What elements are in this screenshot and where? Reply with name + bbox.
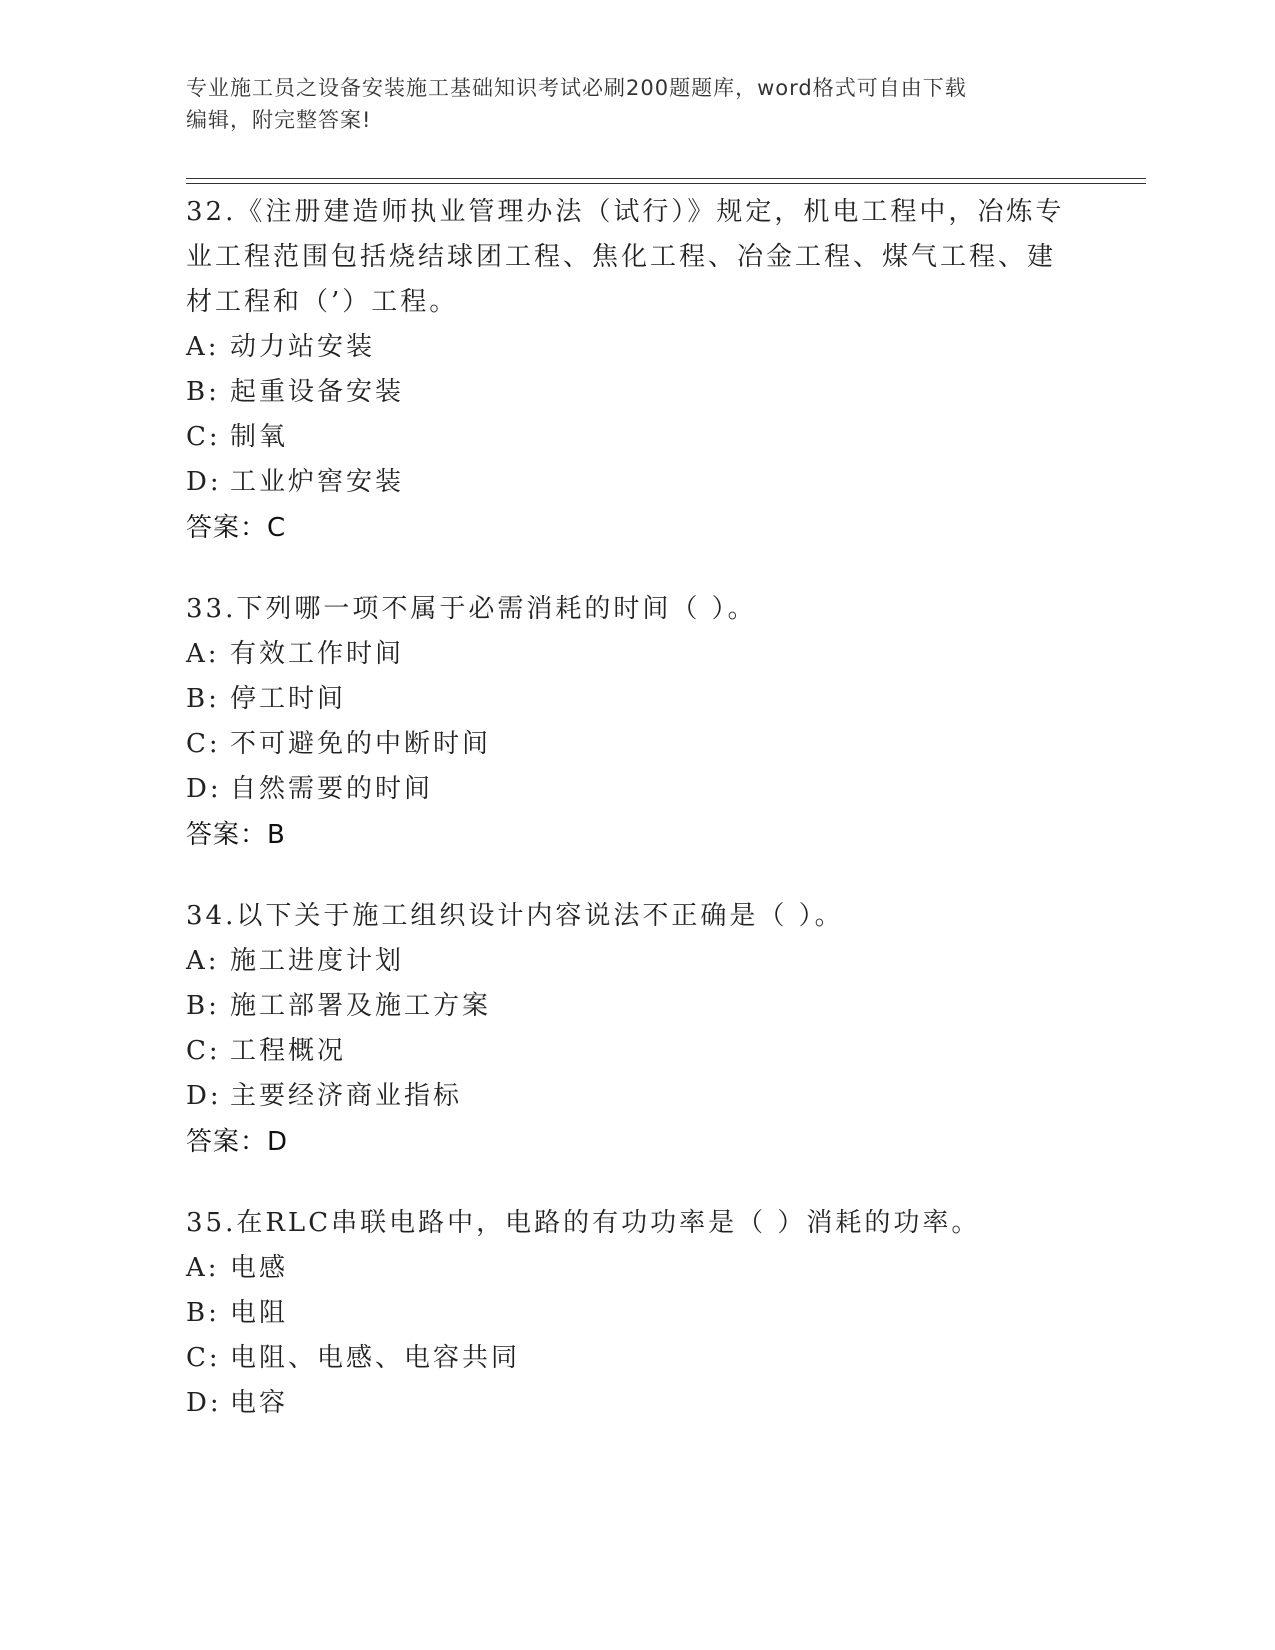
option-text: 动力站安装	[230, 332, 376, 362]
option-a	[186, 325, 1106, 370]
option-text: 电感	[230, 1253, 289, 1283]
option-text: 工程概况	[230, 1036, 347, 1066]
question-stem-line: 35.在RLC串联电路中，电路的有功功率是（ ）消耗的功率。	[186, 1208, 981, 1238]
header-divider-bottom	[186, 183, 1146, 184]
document-header	[186, 72, 1086, 136]
header-divider-top	[186, 178, 1146, 179]
option-d	[186, 460, 1106, 505]
option-text: 停工时间	[230, 684, 347, 714]
option-text: 施工进度计划	[230, 946, 405, 976]
option-a	[186, 632, 1106, 677]
option-b	[186, 677, 1106, 722]
option-c	[186, 1029, 1106, 1074]
option-c	[186, 722, 1106, 767]
option-b	[186, 1291, 1106, 1336]
question-34	[186, 894, 1106, 1165]
option-text: 制氧	[230, 422, 289, 452]
question-33	[186, 587, 1106, 858]
answer-line: 答案：C	[186, 513, 287, 543]
option-a	[186, 1246, 1106, 1291]
question-35	[186, 1201, 1106, 1426]
option-letter: B:	[186, 684, 220, 714]
option-text: 施工部署及施工方案	[230, 991, 492, 1021]
question-stem-line: 32.《注册建造师执业管理办法（试行）》规定，机电工程中，冶炼专	[186, 197, 1065, 227]
option-letter: A:	[186, 946, 220, 976]
option-text: 电容	[230, 1388, 289, 1418]
option-letter: D:	[186, 467, 222, 497]
option-letter: A:	[186, 639, 220, 669]
option-letter: A:	[186, 332, 220, 362]
option-text: 主要经济商业指标	[230, 1081, 463, 1111]
question-stem-line: 材工程和（’）工程。	[186, 287, 459, 317]
option-b	[186, 370, 1106, 415]
option-letter: C:	[186, 422, 221, 452]
option-letter: D:	[186, 774, 222, 804]
option-letter: B:	[186, 1298, 220, 1328]
answer-line: 答案：B	[186, 820, 286, 850]
option-text: 有效工作时间	[230, 639, 405, 669]
question-stem-line: 业工程范围包括烧结球团工程、焦化工程、冶金工程、煤气工程、建	[186, 242, 1057, 272]
option-b	[186, 984, 1106, 1029]
option-c	[186, 1336, 1106, 1381]
option-letter: B:	[186, 377, 220, 407]
option-d	[186, 1381, 1106, 1426]
option-letter: D:	[186, 1388, 222, 1418]
question-32	[186, 190, 1106, 551]
option-text: 工业炉窖安装	[230, 467, 405, 497]
option-letter: C:	[186, 729, 221, 759]
question-list	[186, 190, 1106, 1462]
option-text: 自然需要的时间	[230, 774, 434, 804]
header-line-2: 编辑，附完整答案!	[186, 108, 372, 132]
option-letter: A:	[186, 1253, 220, 1283]
question-stem-line: 34.以下关于施工组织设计内容说法不正确是（ ）。	[186, 901, 844, 931]
option-d	[186, 1074, 1106, 1119]
answer-line: 答案：D	[186, 1127, 289, 1157]
question-stem-line: 33.下列哪一项不属于必需消耗的时间（ ）。	[186, 594, 757, 624]
option-text: 电阻	[230, 1298, 289, 1328]
option-text: 电阻、电感、电容共同	[230, 1343, 521, 1373]
option-letter: D:	[186, 1081, 222, 1111]
option-c	[186, 415, 1106, 460]
option-letter: C:	[186, 1343, 221, 1373]
option-a	[186, 939, 1106, 984]
option-d	[186, 767, 1106, 812]
option-letter: C:	[186, 1036, 221, 1066]
option-text: 不可避免的中断时间	[230, 729, 492, 759]
option-text: 起重设备安装	[230, 377, 405, 407]
header-line-1: 专业施工员之设备安装施工基础知识考试必刷200题题库，word格式可自由下载	[186, 76, 967, 100]
option-letter: B:	[186, 991, 220, 1021]
